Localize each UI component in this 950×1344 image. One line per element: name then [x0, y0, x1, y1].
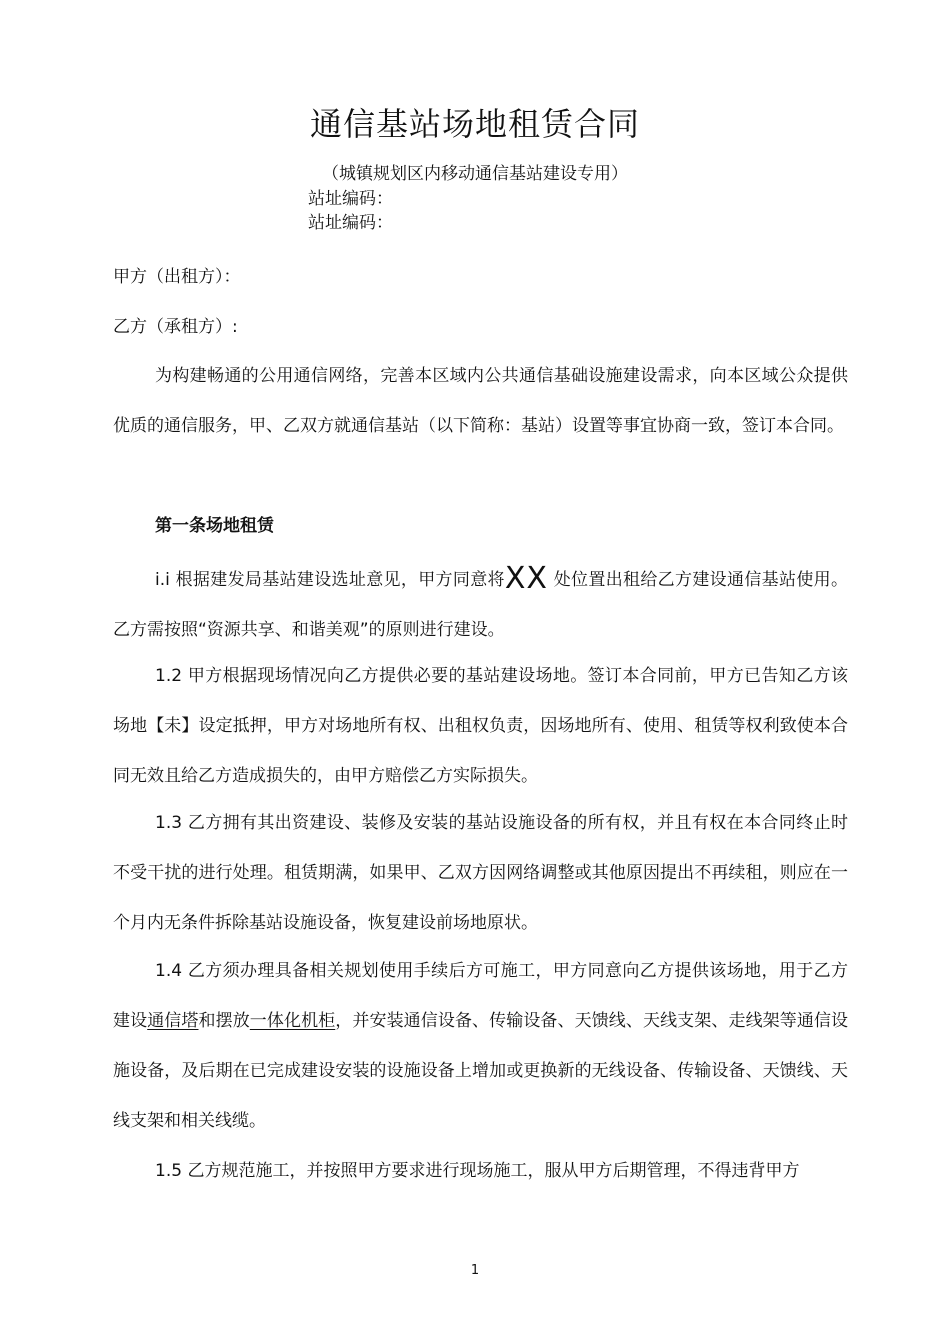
clause-1-1-prefix: i.i 根据建发局基站建设选址意见，甲方同意将	[155, 570, 505, 590]
clause-1-4-part1: 1.4 乙方须办理具备相关规划使用手续后方可施工，甲方同意向乙方提供该场地，用于乙方建设	[113, 961, 848, 1031]
tower-underlined-term: 通信塔	[147, 1011, 199, 1031]
site-code-label-2: 站址编码：	[308, 213, 393, 233]
clause-1-2: 1.2 甲方根据现场情况向乙方提供必要的基站建设场地。签订本合同前，甲方已告知乙方该场地【未】设定抵押，甲方对场地所有权、出租权负责，因场地所有、使用、租赁等权利致使本合同无效且给乙方造成损失的，由甲方赔偿乙方实际损失。	[113, 666, 848, 786]
document-title: 通信基站场地租赁合同	[309, 105, 640, 143]
site-code-label-1: 站址编码：	[308, 189, 393, 209]
clause-1-4-part2: 和摆放	[198, 1011, 250, 1031]
article-1-heading: 第一条场地租赁	[155, 516, 274, 536]
cabinet-underlined-term: 一体化机柜	[249, 1011, 336, 1031]
clause-1-4-part3: ，并安装通信设备、传输设备、天馈线、天线支架、走线架等通信设施设备，及后期在已完成建设安装的设施设备上增加或更换新的无线设备、传输设备、天馈线、天线支架和相关线缆。	[113, 1011, 849, 1131]
page-number: 1	[470, 1263, 480, 1278]
clause-1-5: 1.5 乙方规范施工，并按照甲方要求进行现场施工，服从甲方后期管理，不得违背甲方	[155, 1161, 800, 1181]
intro-paragraph: 为构建畅通的公用通信网络，完善本区域内公共通信基础设施建设需求，向本区域公众提供优质的通信服务，甲、乙双方就通信基站（以下简称：基站）设置等事宜协商一致，签订本合同。	[113, 366, 848, 436]
party-b-label: 乙方（承租方）:	[113, 317, 238, 337]
clause-1-1	[113, 555, 848, 655]
location-placeholder: XX	[504, 561, 548, 596]
document-subtitle: （城镇规划区内移动通信基站建设专用）	[322, 164, 628, 184]
clause-1-3: 1.3 乙方拥有其出资建设、装修及安装的基站设施设备的所有权，并且有权在本合同终止时不受干扰的进行处理。租赁期满，如果甲、乙双方因网络调整或其他原因提出不再续租，则应在一个月内无条件拆除基站设施设备，恢复建设前场地原状。	[113, 813, 848, 933]
party-a-label: 甲方（出租方）：	[113, 267, 241, 287]
clause-1-4	[113, 946, 848, 1146]
clause-1-1-suffix: 处位置出租给乙方建设通信基站使用。乙方需按照“资源共享、和谐美观”的原则进行建设。	[113, 570, 848, 640]
